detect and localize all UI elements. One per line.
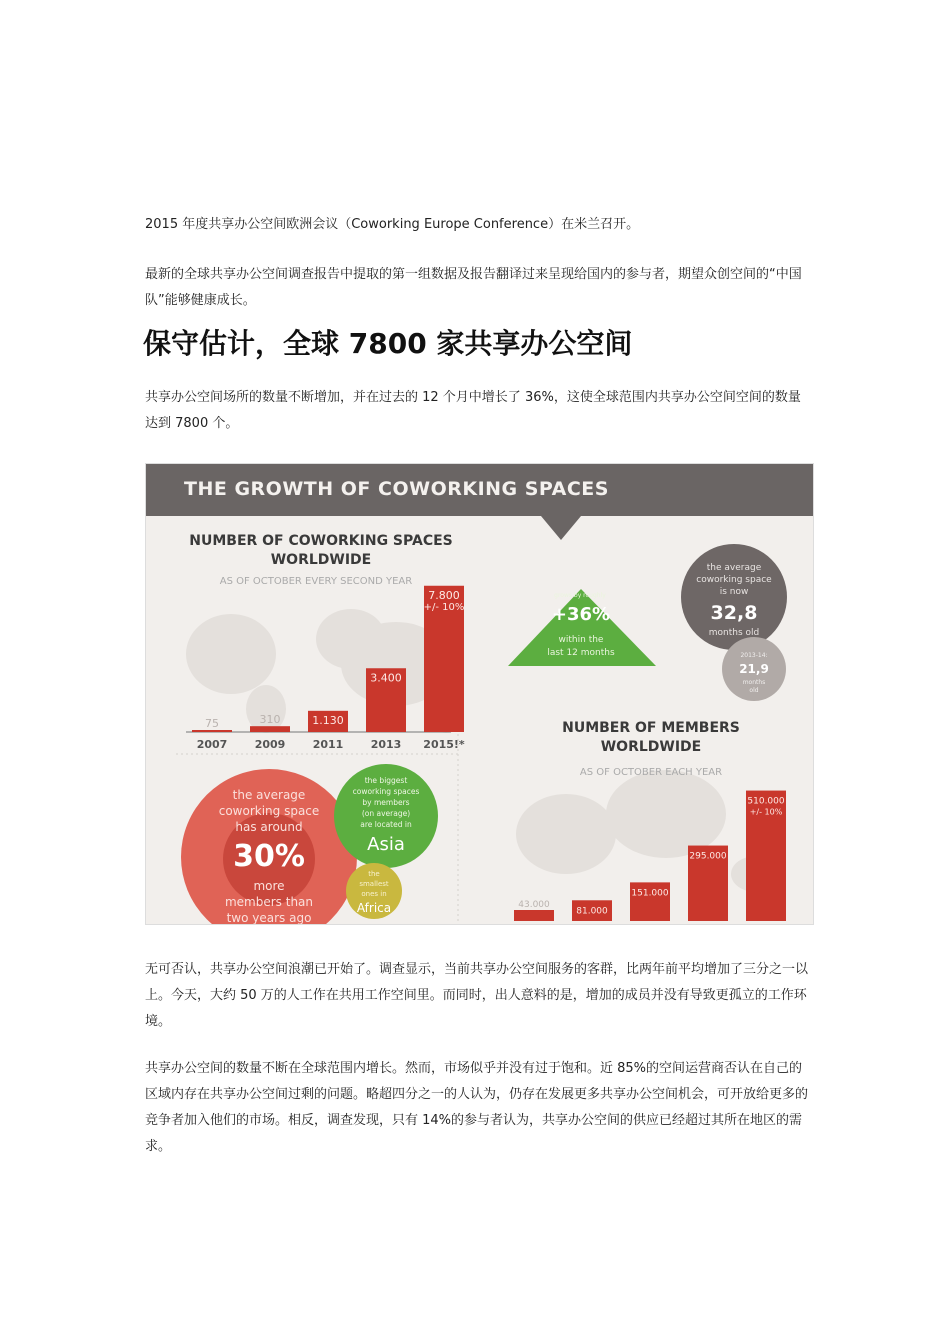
trend-paragraph: 无可否认，共享办公空间浪潮已开始了。调查显示，当前共享办公空间服务的客群，比两年前平均增加了三分之一以上。今天，大约 50 万的人工作在共用工作空间里。而同时，出人意料的是，增加的成员并没有导致更孤立的工作环境。 xyxy=(145,962,809,1029)
spaces-bar-note: +/- 10% xyxy=(423,601,465,613)
red-line-5: members than xyxy=(224,895,314,909)
spaces-tick-label: 2009 xyxy=(254,738,286,751)
context-paragraph: 最新的全球共享办公空间调查报告中提取的第一组数据及报告翻译过来呈现给国内的参与者，期望众创空间的“中国队”能够健康成长。 xyxy=(145,267,802,308)
spaces-bar xyxy=(192,730,232,732)
spaces-tick-label: 2015!* xyxy=(423,738,465,751)
members-chart-subtitle: AS OF OCTOBER EACH YEAR xyxy=(579,767,723,778)
members-bar-note: +/- 10% xyxy=(749,807,783,817)
red-line-6: two years ago xyxy=(226,911,312,924)
red-line-4: more xyxy=(253,879,285,893)
age-line-2: coworking space xyxy=(696,575,772,585)
age-unit: months old xyxy=(708,628,760,638)
members-bar-label: 510.000 xyxy=(747,796,785,807)
age-small-year: 2013-14: xyxy=(740,652,768,659)
spaces-chart-subtitle: AS OF OCTOBER EVERY SECOND YEAR xyxy=(219,576,413,587)
market-paragraph: 共享办公空间的数量不断在全球范围内增长。然而，市场似乎并没有过于饱和。近 85%的空间运营商否认在自己的区域内存在共享办公空间过剩的问题。略超四分之一的人认为，仍存在发展更多共享办公空间机会，可开放给更多的竞争者加入他们的市场。相反，调查发现，只有 14%的参与者认为，共享办公空间的供应已经超过其所在地区的需求。 xyxy=(145,1061,809,1154)
triangle-bottom-2: last 12 months xyxy=(547,648,615,658)
spaces-tick-label: 2011 xyxy=(312,738,344,751)
red-line-1: the average xyxy=(232,788,306,802)
spaces-bar-label: 75 xyxy=(205,717,219,730)
age-line-1: the average xyxy=(706,563,762,573)
members-chart-title: NUMBER OF MEMBERS WORLDWIDE xyxy=(562,720,740,755)
spaces-bar-label: 7.800 xyxy=(428,588,460,602)
age-line-3: is now xyxy=(719,587,749,597)
section-heading: 保守估计，全球 7800 家共享办公空间 xyxy=(143,327,633,360)
triangle-bottom-1: within the xyxy=(558,635,604,645)
red-line-2: coworking space xyxy=(218,804,320,818)
yellow-line-1: the xyxy=(368,870,380,878)
green-line-4: (on average) xyxy=(361,809,411,818)
red-line-3: has around xyxy=(235,820,303,834)
spaces-bar xyxy=(250,726,290,732)
yellow-value: Africa xyxy=(356,901,392,915)
spaces-bar-label: 310 xyxy=(259,713,281,727)
green-line-1: the biggest xyxy=(364,776,408,785)
yellow-line-3: ones in xyxy=(361,890,387,898)
members-bar-label: 81.000 xyxy=(576,906,608,917)
coworking-infographic xyxy=(145,463,814,925)
green-line-3: by members xyxy=(362,798,410,807)
growth-paragraph: 共享办公空间场所的数量不断增加，并在过去的 12 个月中增长了 36%，这使全球范围内共享办公空间空间的数量达到 7800 个。 xyxy=(145,390,801,431)
green-line-5: are located in xyxy=(360,820,412,829)
spaces-chart-title: NUMBER OF COWORKING SPACES WORLDWIDE xyxy=(189,533,453,568)
age-small-unit-1: months xyxy=(742,679,766,686)
age-value: 32,8 xyxy=(710,602,758,624)
infographic-banner-title: THE GROWTH OF COWORKING SPACES xyxy=(184,478,609,500)
age-small-unit-2: old xyxy=(749,687,759,694)
spaces-bar-label: 3.400 xyxy=(370,671,402,685)
spaces-tick-label: 2007 xyxy=(196,738,228,751)
green-line-2: coworking spaces xyxy=(352,787,420,796)
intro-paragraph: 2015 年度共享办公空间欧洲会议（Coworking Europe Conference）在米兰召开。 xyxy=(145,217,640,232)
members-bar xyxy=(514,910,554,921)
members-bar-label: 295.000 xyxy=(689,851,727,862)
spaces-tick-label: 2013 xyxy=(370,738,402,751)
spaces-bar-label: 1.130 xyxy=(312,713,344,727)
yellow-line-2: smallest xyxy=(359,880,389,888)
green-value: Asia xyxy=(367,834,405,855)
members-bar-label: 151.000 xyxy=(631,888,669,899)
triangle-top-text: grows by roughly xyxy=(554,592,606,599)
red-value: 30% xyxy=(233,839,305,874)
banner-notch xyxy=(541,516,581,540)
age-small-value: 21,9 xyxy=(739,662,769,676)
triangle-value: +36% xyxy=(551,604,611,625)
members-bar-label: 43.000 xyxy=(518,900,550,911)
